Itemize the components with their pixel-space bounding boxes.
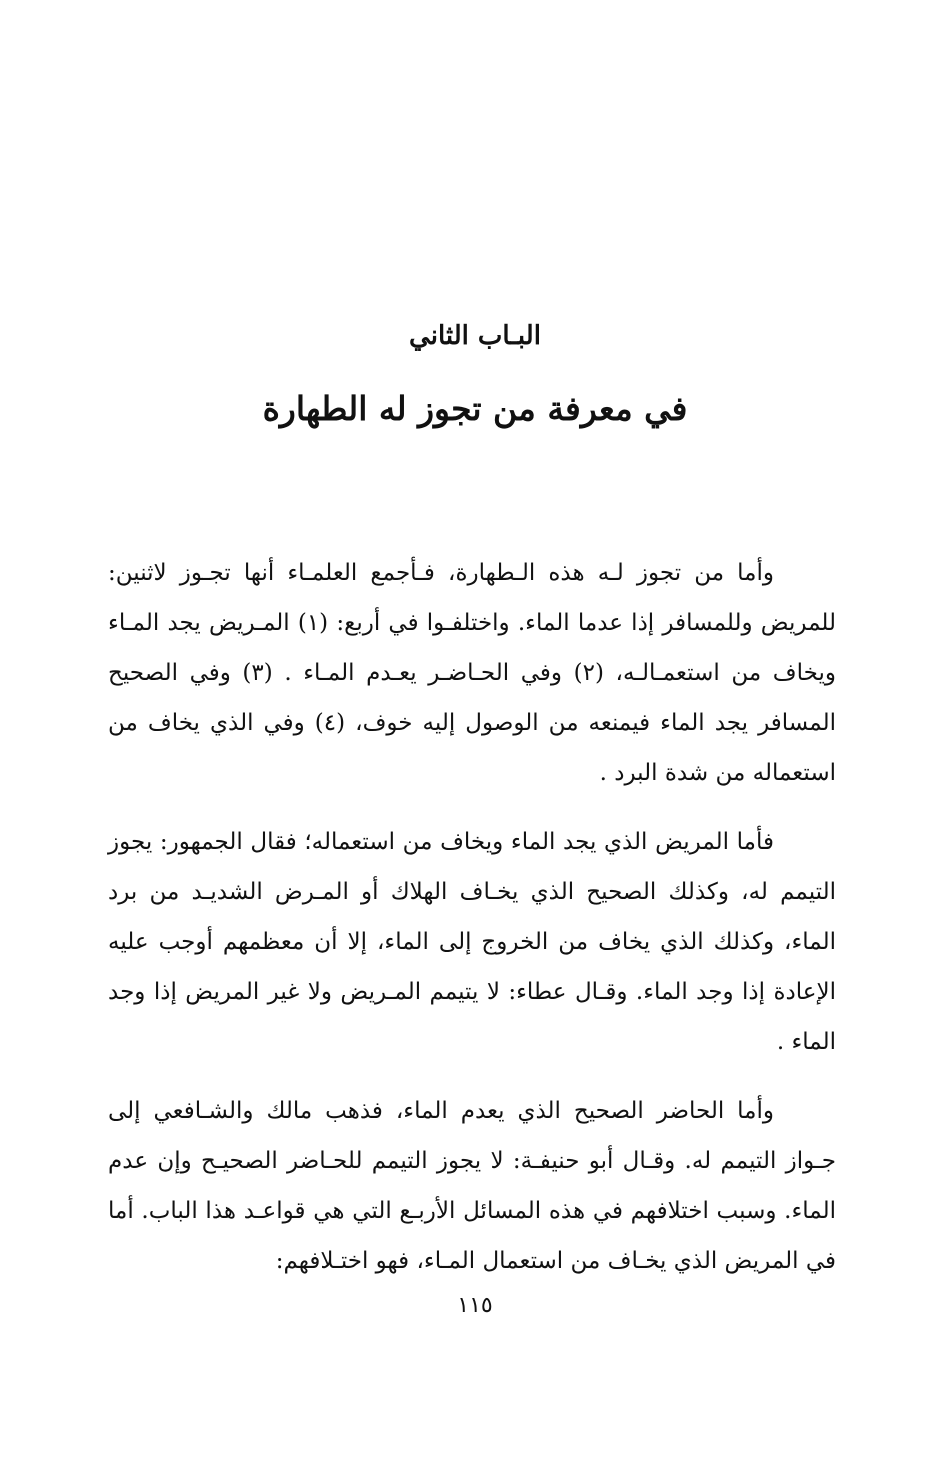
chapter-label: البـاب الثاني	[409, 321, 541, 351]
paragraph-1: وأما من تجوز لـه هذه الـطهارة، فـأجمع العلمـاء أنها تجـوز لاثنين: للمريض وللمسافر إذا عدما الماء. واختلفـوا في أربع: (١) المـريض يجد المـاء ويخاف من استعمـالـه، (٢) وفي الحـاضـر يعـدم المـاء . (٣) وفي الصحيح المسافر يجد الماء فيمنعه من الوصول إليه خوف، (٤) وفي الذي يخاف من استعماله من شدة البرد .	[108, 560, 836, 786]
paragraph-3: وأما الحاضر الصحيح الذي يعدم الماء، فذهب مالك والشـافعي إلى جـواز التيمم له. وقـال أبو حنيفـة: لا يجوز التيمم للحـاضر الصحيـح وإن عدم الماء. وسبب اختلافهم في هذه المسائل الأربـع التي هي قواعـد هذا الباب. أما في المريض الذي يخـاف من استعمال المـاء، فهو اختـلافهم:	[108, 1098, 836, 1274]
paragraph-2: فأما المريض الذي يجد الماء ويخاف من استعماله؛ فقال الجمهور: يجوز التيمم له، وكذلك الصحيح الذي يخـاف الهلاك أو المـرض الشديـد من برد الماء، وكذلك الذي يخاف من الخروج إلى الماء، إلا أن معظمهم أوجب عليه الإعادة إذا وجد الماء. وقـال عطاء: لا يتيمم المـريض ولا غير المريض إذا وجد الماء .	[108, 829, 836, 1055]
chapter-title: في معرفة من تجوز له الطهارة	[262, 389, 688, 428]
page-number: ١١٥	[457, 1293, 493, 1318]
body-text	[108, 548, 836, 1305]
